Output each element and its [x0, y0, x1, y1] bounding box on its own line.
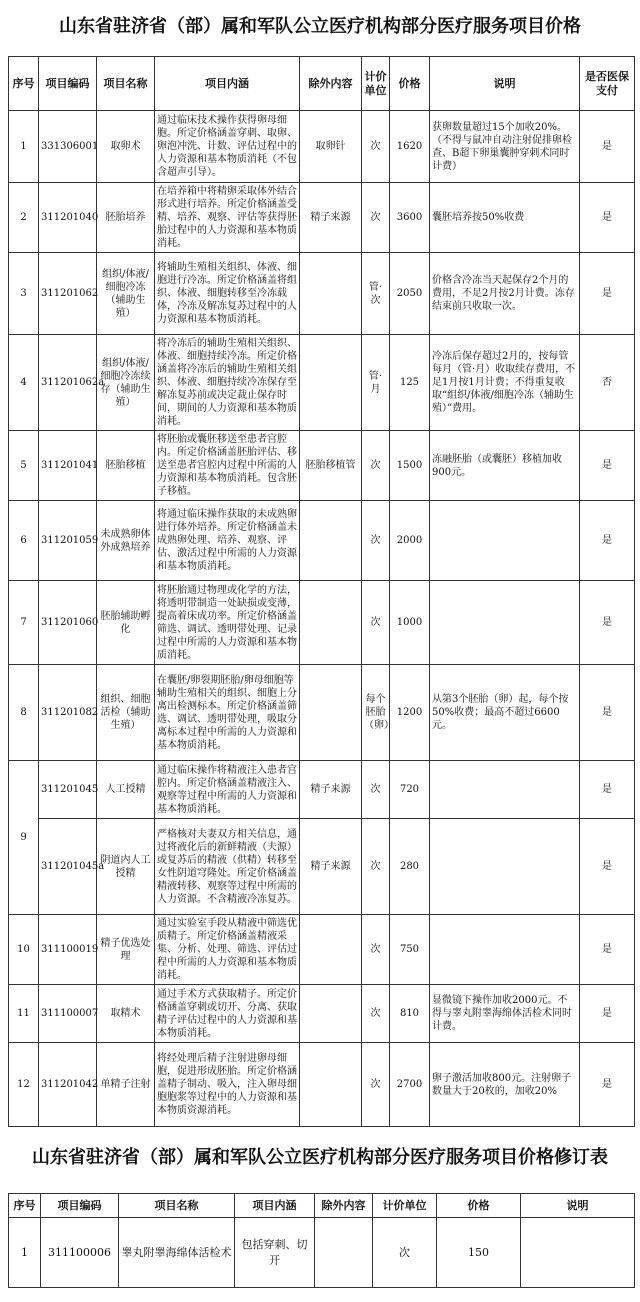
row-content: 将辅助生殖相关组织、体液、细胞进行冷冻。所定价格涵盖将组织、体液、细胞转移至冷冻载体，冷冻及解冻复苏过程中的人力资源和基本物质消耗。	[155, 253, 300, 335]
row-note: 冻融胚胎（或囊胚）移植加收900元。	[430, 431, 580, 501]
row-note	[430, 915, 580, 985]
row-name: 组织/体液/细胞冷冻（辅助生殖）	[97, 253, 155, 335]
row-unit: 管·次	[362, 253, 390, 335]
row-insured: 是	[580, 253, 635, 335]
row-code: 311201041	[39, 431, 97, 501]
row-price: 125	[390, 335, 430, 431]
rev-header-code: 项目编码	[41, 1194, 119, 1218]
row-insured: 否	[580, 335, 635, 431]
header-content: 项目内涵	[155, 57, 300, 111]
row-note: 显微镜下操作加收2000元。不得与睾丸附睾海绵体活检术同时计费。	[430, 985, 580, 1043]
price-table	[8, 56, 635, 1127]
row-code: 311201062	[39, 253, 97, 335]
row-excl: 胚胎移植管	[300, 431, 362, 501]
main-title: 山东省驻济省（部）属和军队公立医疗机构部分医疗服务项目价格	[59, 16, 581, 37]
rev-header-no: 序号	[9, 1194, 41, 1218]
row-unit: 次	[362, 501, 390, 581]
row-excl	[300, 501, 362, 581]
table-row	[9, 1043, 635, 1127]
row-code: 311201062a	[39, 335, 97, 431]
row-no: 2	[9, 183, 39, 253]
rev-row-excl	[315, 1218, 373, 1288]
revision-table	[8, 1193, 635, 1288]
row-unit: 次	[362, 581, 390, 665]
row-note: 价格含冷冻当天起保存2个月的费用，不足2月按2月计费。冻存结束前只收取一次。	[430, 253, 580, 335]
row-insured: 是	[580, 761, 635, 819]
row-content: 将胚胎或囊胚移送至患者宫腔内。所定价格涵盖胚胎评估、移送至患者宫腔内过程中所需的人力资源和基本物质消耗。包含胚子移植。	[155, 431, 300, 501]
row-price: 280	[390, 819, 430, 915]
header-name: 项目名称	[97, 57, 155, 111]
row-excl	[300, 915, 362, 985]
row-content: 在囊胚/卵裂期胚胎/卵母细胞等辅助生殖相关的组织、细胞上分离出检测标本。所定价格涵盖筛选、调试、透明带处理，吸取分离标本过程中所需的人力资源和基本物质消耗。	[155, 665, 300, 761]
row-note	[430, 761, 580, 819]
row-no: 6	[9, 501, 39, 581]
header-no: 序号	[9, 57, 39, 111]
row-no: 7	[9, 581, 39, 665]
row-code: 311201059	[39, 501, 97, 581]
row-content: 将经处理后精子注射进卵母细胞，促进形成胚胎。所定价格涵盖精子制动、吸入，注入卵母细胞胞浆等过程中的人力资源和基本物质资源消耗。	[155, 1043, 300, 1127]
row-code: 311201045a	[39, 819, 97, 915]
row-unit: 次	[362, 111, 390, 183]
row-note	[430, 501, 580, 581]
row-name: 组织/体液/细胞冷冻续存（辅助生殖）	[97, 335, 155, 431]
row-code: 311201060	[39, 581, 97, 665]
row-note: 从第3个胚胎（卵）起，每个按50%收费；最高不超过6600元。	[430, 665, 580, 761]
rev-header-price: 价格	[437, 1194, 521, 1218]
rev-row-price: 150	[437, 1218, 521, 1288]
row-content: 通过临床操作将精液注入患者宫腔内。所定价格涵盖精液注入、观察等过程中所需的人力资源和基本物质消耗。	[155, 761, 300, 819]
row-note: 囊胚培养按50%收费	[430, 183, 580, 253]
row-name: 取精术	[97, 985, 155, 1043]
table-row	[9, 253, 635, 335]
rev-header-name: 项目名称	[119, 1194, 235, 1218]
table-row	[9, 581, 635, 665]
table-row	[9, 183, 635, 253]
row-price: 2000	[390, 501, 430, 581]
rev-row-unit: 次	[373, 1218, 437, 1288]
table-row	[9, 819, 635, 915]
row-code: 311100007	[39, 985, 97, 1043]
row-name: 未成熟卵体外成熟培养	[97, 501, 155, 581]
table-row	[9, 915, 635, 985]
table-row	[9, 761, 635, 819]
row-content: 将胚胎通过物理或化学的方法，将透明带制造一处缺损或变薄，提高着床成功率。所定价格涵盖筛选、调试、透明带处理、记录过程中所需的人力资源和基本物质消耗。	[155, 581, 300, 665]
row-excl	[300, 581, 362, 665]
row-excl: 精子来源	[300, 819, 362, 915]
row-insured: 是	[580, 581, 635, 665]
row-note: 冷冻后保存超过2月的，按每管每月（管·月）收取续存费用，不足1月按1月计费；不得重复收取“组织/体液/细胞冷冻（辅助生殖）”费用。	[430, 335, 580, 431]
row-no: 12	[9, 1043, 39, 1127]
row-price: 720	[390, 761, 430, 819]
row-unit: 次	[362, 985, 390, 1043]
row-excl: 精子来源	[300, 761, 362, 819]
row-name: 人工授精	[97, 761, 155, 819]
row-content: 将冷冻后的辅助生殖相关组织、体液、细胞持续冷冻。所定价格涵盖将冷冻后的辅助生殖相关组织、体液、细胞持续冷冻保存至解冻复苏前或决定裁止保存时间，期间的人力资源和基本物质消耗。	[155, 335, 300, 431]
row-insured: 是	[580, 819, 635, 915]
row-insured: 是	[580, 1043, 635, 1127]
row-unit: 每个胚胎（卵）	[362, 665, 390, 761]
row-code: 311201045	[39, 761, 97, 819]
row-insured: 是	[580, 985, 635, 1043]
revision-title: 山东省驻济省（部）属和军队公立医疗机构部分医疗服务项目价格修订表	[32, 1147, 608, 1168]
row-unit: 管·月	[362, 335, 390, 431]
row-no: 1	[9, 111, 39, 183]
table-row	[9, 985, 635, 1043]
header-insured: 是否医保支付	[580, 57, 635, 111]
row-price: 1000	[390, 581, 430, 665]
row-excl: 精子来源	[300, 183, 362, 253]
row-excl: 取卵针	[300, 111, 362, 183]
row-name: 胚胎培养	[97, 183, 155, 253]
table-row	[9, 665, 635, 761]
row-insured: 是	[580, 501, 635, 581]
row-name: 胚胎移植	[97, 431, 155, 501]
row-excl	[300, 1043, 362, 1127]
row-no: 10	[9, 915, 39, 985]
row-code: 331306001	[39, 111, 97, 183]
rev-row-note	[521, 1218, 635, 1288]
rev-header-content: 项目内涵	[235, 1194, 315, 1218]
row-insured: 是	[580, 431, 635, 501]
rev-header-excl: 除外内容	[315, 1194, 373, 1218]
row-code: 311100019	[39, 915, 97, 985]
row-note	[430, 819, 580, 915]
header-note: 说明	[430, 57, 580, 111]
row-note: 获卵数量超过15个加收20%。（不得与鼠冲自动注射促排卵检查、B超下卵巢囊肿穿刺术同时计费）	[430, 111, 580, 183]
row-unit: 次	[362, 431, 390, 501]
header-excl: 除外内容	[300, 57, 362, 111]
row-insured: 是	[580, 665, 635, 761]
row-no: 8	[9, 665, 39, 761]
row-unit: 次	[362, 915, 390, 985]
row-price: 750	[390, 915, 430, 985]
table-row	[9, 431, 635, 501]
row-excl	[300, 253, 362, 335]
row-unit: 次	[362, 183, 390, 253]
row-insured: 是	[580, 111, 635, 183]
rev-header-unit: 计价单位	[373, 1194, 437, 1218]
row-name: 单精子注射	[97, 1043, 155, 1127]
table-row	[9, 111, 635, 183]
header-unit: 计价单位	[362, 57, 390, 111]
row-note	[430, 581, 580, 665]
row-price: 2050	[390, 253, 430, 335]
row-price: 1620	[390, 111, 430, 183]
row-name: 胚胎辅助孵化	[97, 581, 155, 665]
row-code: 311201042	[39, 1043, 97, 1127]
rev-row-no: 1	[9, 1218, 41, 1288]
revision-header-row	[9, 1194, 635, 1218]
table-header-row	[9, 57, 635, 111]
row-no: 5	[9, 431, 39, 501]
row-no: 11	[9, 985, 39, 1043]
rev-row-code: 311100006	[41, 1218, 119, 1288]
row-code: 311201040	[39, 183, 97, 253]
row-unit: 次	[362, 761, 390, 819]
row-name: 精子优选处理	[97, 915, 155, 985]
row-price: 810	[390, 985, 430, 1043]
row-excl	[300, 665, 362, 761]
row-excl	[300, 335, 362, 431]
row-content: 将通过临床操作获取的未成熟卵进行体外培养。所定价格涵盖未成熟卵处理、培养、观察、评估、激活过程中所需的人力资源和基本物质消耗。	[155, 501, 300, 581]
revision-row	[9, 1218, 635, 1288]
row-content: 在培养箱中将精卵采取体外结合形式进行培养。所定价格涵盖受精、培养、观察、评估等获得胚胎过程中的人力资源和基本物质消耗。	[155, 183, 300, 253]
row-unit: 次	[362, 1043, 390, 1127]
header-code: 项目编码	[39, 57, 97, 111]
row-excl	[300, 985, 362, 1043]
row-name: 取卵术	[97, 111, 155, 183]
row-unit: 次	[362, 819, 390, 915]
row-no: 3	[9, 253, 39, 335]
rev-row-name: 睾丸附睾海绵体活检术	[119, 1218, 235, 1288]
table-row	[9, 501, 635, 581]
row-name: 阴道内人工授精	[97, 819, 155, 915]
row-code: 311201082	[39, 665, 97, 761]
header-price: 价格	[390, 57, 430, 111]
row-price: 1200	[390, 665, 430, 761]
row-price: 3600	[390, 183, 430, 253]
row-no: 4	[9, 335, 39, 431]
row-price: 1500	[390, 431, 430, 501]
rev-header-note: 说明	[521, 1194, 635, 1218]
row-content: 通过实验室手段从精液中筛选优质精子。所定价格涵盖精液采集、分析、处理、筛选、评估过程中所需的人力资源和基本物质消耗。	[155, 915, 300, 985]
rev-row-content: 包括穿刺、切开	[235, 1218, 315, 1288]
row-insured: 是	[580, 915, 635, 985]
table-row	[9, 335, 635, 431]
row-price: 2700	[390, 1043, 430, 1127]
row-note: 卵子激活加收800元。注射卵子数量大于20枚的，加收20%	[430, 1043, 580, 1127]
row-name: 组织、细胞活检（辅助生殖）	[97, 665, 155, 761]
row-content: 严格核对夫妻双方相关信息，通过将液化后的新鲜精液（夫源）或复苏后的精液（供精）转移至女性阴道穹隆处。所定价格涵盖精液转移、观察等过程中所需的人力资源。不含精液冷冻复苏。	[155, 819, 300, 915]
row-insured: 是	[580, 183, 635, 253]
row-no: 9	[9, 761, 39, 915]
row-content: 通过临床技术操作获得卵母细胞。所定价格涵盖穿刺、取卵、卵泡冲洗、计数、评估过程中的人力资源和基本物质消耗（不包含超声引导）。	[155, 111, 300, 183]
row-content: 通过手术方式获取精子。所定价格涵盖穿刺或切开、分离、获取精子评估过程中的人力资源和基本物质消耗。	[155, 985, 300, 1043]
